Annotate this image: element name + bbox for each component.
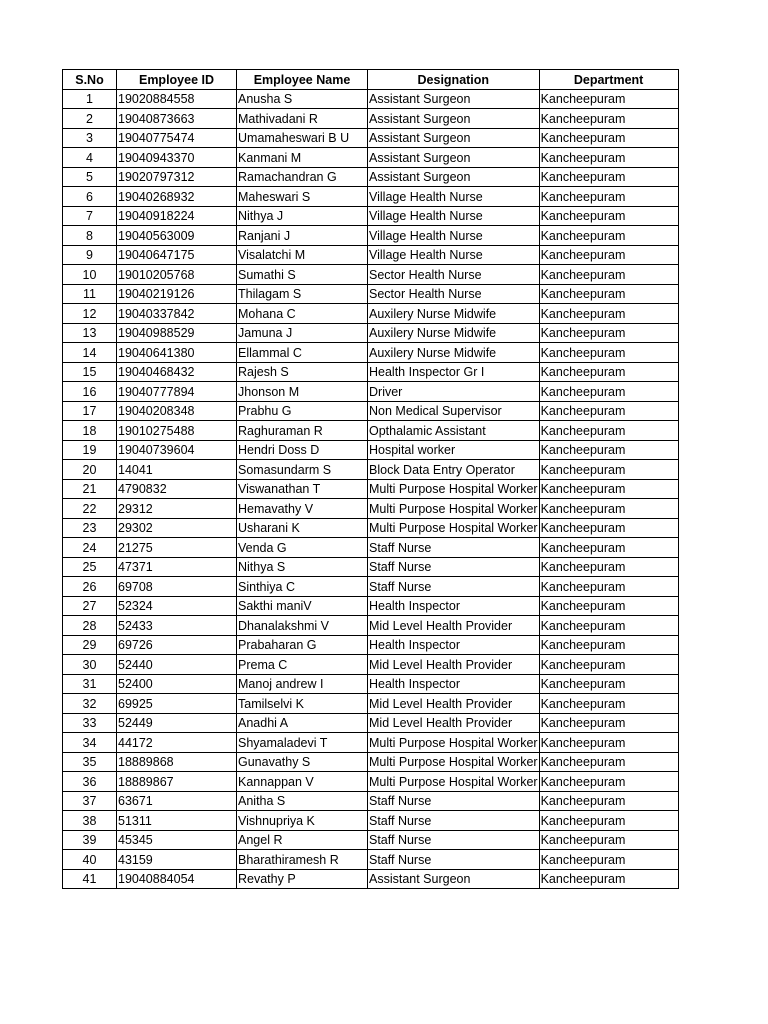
cell-employee-id: 52400 (117, 674, 237, 694)
cell-employee-id: 19040563009 (117, 226, 237, 246)
cell-designation: Block Data Entry Operator (368, 460, 540, 480)
table-row (63, 440, 679, 460)
cell-employee-id: 47371 (117, 557, 237, 577)
table-row (63, 850, 679, 870)
cell-sno: 14 (63, 343, 117, 363)
table-row (63, 421, 679, 441)
cell-department: Kancheepuram (539, 128, 678, 148)
cell-sno: 25 (63, 557, 117, 577)
cell-employee-id: 52449 (117, 713, 237, 733)
cell-employee-name: Anusha S (237, 89, 368, 109)
cell-employee-name: Dhanalakshmi V (237, 616, 368, 636)
cell-employee-id: 63671 (117, 791, 237, 811)
cell-department: Kancheepuram (539, 323, 678, 343)
cell-employee-id: 52440 (117, 655, 237, 675)
cell-department: Kancheepuram (539, 518, 678, 538)
cell-designation: Multi Purpose Hospital Worker (368, 752, 540, 772)
cell-sno: 10 (63, 265, 117, 285)
cell-sno: 27 (63, 596, 117, 616)
cell-employee-name: Sinthiya C (237, 577, 368, 597)
table-row (63, 694, 679, 714)
cell-employee-id: 19010275488 (117, 421, 237, 441)
cell-employee-id: 19040775474 (117, 128, 237, 148)
cell-employee-name: Nithya J (237, 206, 368, 226)
cell-sno: 36 (63, 772, 117, 792)
cell-employee-name: Bharathiramesh R (237, 850, 368, 870)
cell-designation: Non Medical Supervisor (368, 401, 540, 421)
cell-employee-name: Rajesh S (237, 362, 368, 382)
cell-department: Kancheepuram (539, 557, 678, 577)
cell-designation: Village Health Nurse (368, 245, 540, 265)
table-row (63, 343, 679, 363)
cell-employee-name: Maheswari S (237, 187, 368, 207)
cell-designation: Assistant Surgeon (368, 128, 540, 148)
cell-designation: Staff Nurse (368, 850, 540, 870)
cell-department: Kancheepuram (539, 577, 678, 597)
cell-department: Kancheepuram (539, 616, 678, 636)
cell-employee-id: 44172 (117, 733, 237, 753)
cell-department: Kancheepuram (539, 343, 678, 363)
cell-employee-id: 19040777894 (117, 382, 237, 402)
cell-employee-name: Jamuna J (237, 323, 368, 343)
cell-designation: Staff Nurse (368, 791, 540, 811)
table-row (63, 479, 679, 499)
cell-department: Kancheepuram (539, 811, 678, 831)
cell-employee-name: Vishnupriya K (237, 811, 368, 831)
cell-employee-name: Tamilselvi K (237, 694, 368, 714)
cell-designation: Staff Nurse (368, 830, 540, 850)
cell-sno: 34 (63, 733, 117, 753)
cell-department: Kancheepuram (539, 284, 678, 304)
cell-department: Kancheepuram (539, 362, 678, 382)
table-row (63, 148, 679, 168)
cell-sno: 16 (63, 382, 117, 402)
cell-department: Kancheepuram (539, 694, 678, 714)
cell-sno: 21 (63, 479, 117, 499)
table-row (63, 128, 679, 148)
cell-employee-name: Manoj andrew I (237, 674, 368, 694)
cell-department: Kancheepuram (539, 382, 678, 402)
cell-sno: 33 (63, 713, 117, 733)
cell-sno: 29 (63, 635, 117, 655)
table-row (63, 752, 679, 772)
cell-designation: Assistant Surgeon (368, 89, 540, 109)
cell-employee-id: 21275 (117, 538, 237, 558)
cell-employee-id: 51311 (117, 811, 237, 831)
table-row (63, 401, 679, 421)
cell-department: Kancheepuram (539, 440, 678, 460)
header-employee-id: Employee ID (117, 70, 237, 90)
cell-employee-name: Sakthi maniV (237, 596, 368, 616)
cell-designation: Multi Purpose Hospital Worker (368, 733, 540, 753)
cell-employee-id: 19040943370 (117, 148, 237, 168)
cell-designation: Village Health Nurse (368, 187, 540, 207)
cell-designation: Staff Nurse (368, 811, 540, 831)
cell-sno: 7 (63, 206, 117, 226)
cell-sno: 37 (63, 791, 117, 811)
cell-employee-name: Anadhi A (237, 713, 368, 733)
cell-employee-name: Nithya S (237, 557, 368, 577)
cell-employee-id: 19040641380 (117, 343, 237, 363)
cell-sno: 35 (63, 752, 117, 772)
cell-designation: Assistant Surgeon (368, 148, 540, 168)
cell-employee-name: Venda G (237, 538, 368, 558)
cell-designation: Mid Level Health Provider (368, 694, 540, 714)
cell-designation: Auxilery Nurse Midwife (368, 343, 540, 363)
table-row (63, 811, 679, 831)
header-sno: S.No (63, 70, 117, 90)
cell-sno: 30 (63, 655, 117, 675)
cell-designation: Hospital worker (368, 440, 540, 460)
cell-designation: Multi Purpose Hospital Worker (368, 499, 540, 519)
table-row (63, 284, 679, 304)
cell-department: Kancheepuram (539, 713, 678, 733)
cell-employee-id: 43159 (117, 850, 237, 870)
cell-department: Kancheepuram (539, 167, 678, 187)
cell-employee-id: 19040468432 (117, 362, 237, 382)
cell-employee-name: Kanmani M (237, 148, 368, 168)
table-row (63, 869, 679, 889)
cell-designation: Opthalamic Assistant (368, 421, 540, 441)
cell-department: Kancheepuram (539, 869, 678, 889)
cell-sno: 41 (63, 869, 117, 889)
cell-designation: Health Inspector (368, 635, 540, 655)
table-row (63, 538, 679, 558)
table-row (63, 791, 679, 811)
cell-employee-name: Mathivadani R (237, 109, 368, 129)
cell-employee-id: 19020797312 (117, 167, 237, 187)
cell-designation: Staff Nurse (368, 538, 540, 558)
cell-employee-id: 52324 (117, 596, 237, 616)
cell-employee-name: Prema C (237, 655, 368, 675)
cell-employee-id: 18889868 (117, 752, 237, 772)
cell-designation: Multi Purpose Hospital Worker (368, 518, 540, 538)
cell-employee-id: 19040873663 (117, 109, 237, 129)
table-row (63, 304, 679, 324)
cell-designation: Village Health Nurse (368, 206, 540, 226)
cell-employee-id: 19010205768 (117, 265, 237, 285)
table-row (63, 830, 679, 850)
cell-designation: Staff Nurse (368, 577, 540, 597)
cell-employee-name: Viswanathan T (237, 479, 368, 499)
cell-designation: Multi Purpose Hospital Worker (368, 772, 540, 792)
table-row (63, 382, 679, 402)
cell-sno: 5 (63, 167, 117, 187)
cell-sno: 40 (63, 850, 117, 870)
cell-sno: 28 (63, 616, 117, 636)
cell-sno: 19 (63, 440, 117, 460)
table-row (63, 655, 679, 675)
cell-employee-id: 19040988529 (117, 323, 237, 343)
cell-designation: Assistant Surgeon (368, 869, 540, 889)
cell-department: Kancheepuram (539, 772, 678, 792)
cell-employee-name: Ellammal C (237, 343, 368, 363)
cell-employee-id: 69925 (117, 694, 237, 714)
cell-employee-id: 19040219126 (117, 284, 237, 304)
table-row (63, 635, 679, 655)
header-employee-name: Employee Name (237, 70, 368, 90)
cell-department: Kancheepuram (539, 830, 678, 850)
cell-designation: Auxilery Nurse Midwife (368, 323, 540, 343)
cell-sno: 12 (63, 304, 117, 324)
cell-department: Kancheepuram (539, 187, 678, 207)
table-row (63, 616, 679, 636)
cell-department: Kancheepuram (539, 499, 678, 519)
cell-employee-name: Revathy P (237, 869, 368, 889)
cell-sno: 6 (63, 187, 117, 207)
cell-sno: 20 (63, 460, 117, 480)
cell-sno: 2 (63, 109, 117, 129)
cell-employee-id: 69708 (117, 577, 237, 597)
cell-employee-id: 19040208348 (117, 401, 237, 421)
cell-sno: 3 (63, 128, 117, 148)
cell-department: Kancheepuram (539, 674, 678, 694)
cell-employee-id: 4790832 (117, 479, 237, 499)
table-row (63, 187, 679, 207)
cell-department: Kancheepuram (539, 89, 678, 109)
cell-sno: 31 (63, 674, 117, 694)
cell-sno: 26 (63, 577, 117, 597)
table-row (63, 577, 679, 597)
cell-employee-name: Hendri Doss D (237, 440, 368, 460)
cell-department: Kancheepuram (539, 538, 678, 558)
cell-sno: 11 (63, 284, 117, 304)
cell-department: Kancheepuram (539, 304, 678, 324)
cell-employee-id: 29302 (117, 518, 237, 538)
cell-sno: 9 (63, 245, 117, 265)
cell-department: Kancheepuram (539, 265, 678, 285)
cell-employee-name: Hemavathy V (237, 499, 368, 519)
table-row (63, 89, 679, 109)
employee-table (62, 69, 679, 889)
table-row (63, 206, 679, 226)
cell-sno: 15 (63, 362, 117, 382)
cell-employee-id: 29312 (117, 499, 237, 519)
cell-employee-id: 19040337842 (117, 304, 237, 324)
cell-designation: Staff Nurse (368, 557, 540, 577)
cell-designation: Health Inspector Gr I (368, 362, 540, 382)
cell-employee-name: Umamaheswari B U (237, 128, 368, 148)
cell-department: Kancheepuram (539, 245, 678, 265)
table-row (63, 733, 679, 753)
cell-employee-name: Prabaharan G (237, 635, 368, 655)
cell-sno: 38 (63, 811, 117, 831)
cell-department: Kancheepuram (539, 850, 678, 870)
cell-employee-name: Somasundarm S (237, 460, 368, 480)
table-row (63, 460, 679, 480)
cell-employee-name: Mohana C (237, 304, 368, 324)
table-row (63, 518, 679, 538)
cell-sno: 18 (63, 421, 117, 441)
header-designation: Designation (368, 70, 540, 90)
cell-department: Kancheepuram (539, 596, 678, 616)
table-row (63, 245, 679, 265)
cell-designation: Sector Health Nurse (368, 284, 540, 304)
table-row (63, 713, 679, 733)
cell-designation: Multi Purpose Hospital Worker (368, 479, 540, 499)
cell-employee-name: Jhonson M (237, 382, 368, 402)
cell-employee-id: 19040918224 (117, 206, 237, 226)
cell-designation: Village Health Nurse (368, 226, 540, 246)
cell-designation: Mid Level Health Provider (368, 616, 540, 636)
cell-department: Kancheepuram (539, 655, 678, 675)
table-row (63, 265, 679, 285)
cell-department: Kancheepuram (539, 460, 678, 480)
cell-employee-name: Visalatchi M (237, 245, 368, 265)
cell-employee-id: 18889867 (117, 772, 237, 792)
cell-designation: Driver (368, 382, 540, 402)
cell-sno: 22 (63, 499, 117, 519)
table-row (63, 226, 679, 246)
cell-department: Kancheepuram (539, 752, 678, 772)
table-row (63, 596, 679, 616)
header-row (63, 70, 679, 90)
cell-employee-name: Raghuraman R (237, 421, 368, 441)
cell-designation: Sector Health Nurse (368, 265, 540, 285)
cell-employee-name: Shyamaladevi T (237, 733, 368, 753)
cell-employee-id: 45345 (117, 830, 237, 850)
cell-sno: 23 (63, 518, 117, 538)
table-row (63, 499, 679, 519)
table-body (63, 89, 679, 889)
cell-employee-id: 19040739604 (117, 440, 237, 460)
cell-department: Kancheepuram (539, 635, 678, 655)
table-row (63, 362, 679, 382)
cell-sno: 24 (63, 538, 117, 558)
cell-employee-id: 19020884558 (117, 89, 237, 109)
cell-employee-name: Kannappan V (237, 772, 368, 792)
cell-designation: Mid Level Health Provider (368, 655, 540, 675)
cell-designation: Health Inspector (368, 674, 540, 694)
cell-sno: 32 (63, 694, 117, 714)
cell-employee-name: Gunavathy S (237, 752, 368, 772)
cell-department: Kancheepuram (539, 148, 678, 168)
table-row (63, 674, 679, 694)
cell-employee-name: Ramachandran G (237, 167, 368, 187)
table-row (63, 557, 679, 577)
cell-designation: Assistant Surgeon (368, 167, 540, 187)
cell-designation: Mid Level Health Provider (368, 713, 540, 733)
cell-sno: 13 (63, 323, 117, 343)
cell-employee-name: Anitha S (237, 791, 368, 811)
cell-department: Kancheepuram (539, 791, 678, 811)
cell-employee-name: Angel R (237, 830, 368, 850)
cell-employee-id: 19040268932 (117, 187, 237, 207)
table-row (63, 109, 679, 129)
header-department: Department (539, 70, 678, 90)
cell-sno: 39 (63, 830, 117, 850)
cell-department: Kancheepuram (539, 733, 678, 753)
table-row (63, 323, 679, 343)
cell-employee-name: Ranjani J (237, 226, 368, 246)
cell-department: Kancheepuram (539, 109, 678, 129)
table-row (63, 167, 679, 187)
cell-department: Kancheepuram (539, 479, 678, 499)
cell-designation: Health Inspector (368, 596, 540, 616)
cell-employee-name: Usharani K (237, 518, 368, 538)
cell-employee-name: Prabhu G (237, 401, 368, 421)
cell-sno: 4 (63, 148, 117, 168)
cell-employee-name: Thilagam S (237, 284, 368, 304)
cell-designation: Auxilery Nurse Midwife (368, 304, 540, 324)
cell-department: Kancheepuram (539, 401, 678, 421)
cell-sno: 8 (63, 226, 117, 246)
cell-department: Kancheepuram (539, 206, 678, 226)
cell-sno: 1 (63, 89, 117, 109)
cell-employee-id: 69726 (117, 635, 237, 655)
cell-employee-name: Sumathi S (237, 265, 368, 285)
cell-employee-id: 19040647175 (117, 245, 237, 265)
table-row (63, 772, 679, 792)
cell-designation: Assistant Surgeon (368, 109, 540, 129)
cell-employee-id: 19040884054 (117, 869, 237, 889)
cell-department: Kancheepuram (539, 226, 678, 246)
cell-employee-id: 14041 (117, 460, 237, 480)
cell-department: Kancheepuram (539, 421, 678, 441)
cell-sno: 17 (63, 401, 117, 421)
cell-employee-id: 52433 (117, 616, 237, 636)
